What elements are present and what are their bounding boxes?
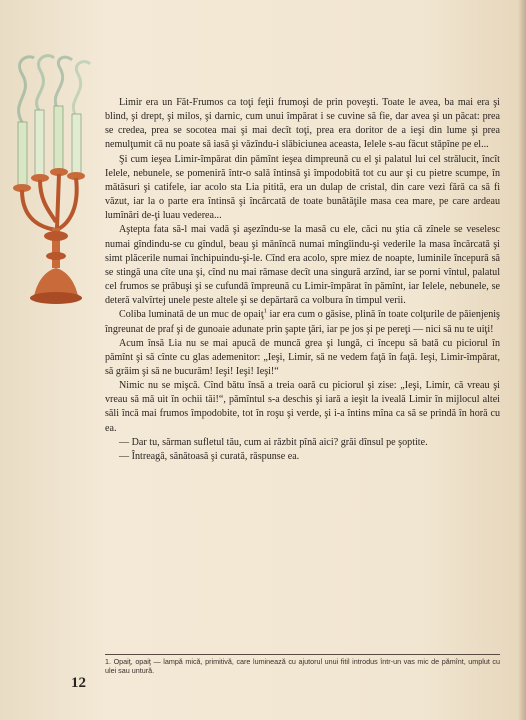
- footnote-divider: [105, 654, 500, 655]
- dialogue-line: — Întreagă, sănătoasă şi curată, răspunse ea.: [119, 450, 300, 462]
- paragraph-text: iar era cum o găsise, plină în toate colţurile de păienjeniş îngreunat de praf şi de gunoaie adunate prin şapte ţări, iar pe jos şi pe pereţi — nici să nu te uiţi!: [105, 309, 500, 335]
- candelabrum-illustration: [4, 52, 114, 312]
- paragraph: Şi cum ieşea Limir-împărat din pămînt ieşea dimpreună cu el şi palatul lui cel strălucit, încît Ielele, nebunele, se pomeniră într-o sală întinsă şi împodobită tot cu aur şi cu pietre scumpe, în mătăsuri şi catifele, iar acolo sta Lia pitită, era un dulap de cristal, din care vezi fără ca să fi văzut, iar la o parte era întinsă şi încărcată de toate bunătăţile masa cea mare, pe care ardeau lumînări de-ţi luau vederea...: [105, 153, 500, 222]
- footnote-marker: 1: [263, 307, 267, 315]
- paragraph-text: Coliba luminată de un muc de opaiţ: [119, 309, 264, 321]
- paragraph: Limir era un Făt-Frumos ca toţi feţii frumoşi de prin poveşti. Toate le avea, ba mai era şi blind, şi drept, şi milos, şi darnic, cum unui împărat i se cuvine să fie, dar avea şi un păcat: prea se credea, prea se socotea mai şi mai decît toţi, prea era doritor de a ieşi din lume şi prea nemulţumit că nu poate să iasă şi văzîndu-i slăbiciunea aceasta, Ielele s-au făcut stăpîne pe el...: [105, 97, 500, 151]
- page-fold-shadow: [518, 0, 526, 720]
- dialogue-line: — Dar tu, sărman sufletul tău, cum ai răzbit pînă aici? grăi dînsul pe şoptite.: [119, 436, 428, 448]
- paragraph: Aştepta fata să-l mai vadă şi aşezîndu-se la masă cu ele, căci nu ştia că zînele se veselesc numai gîndindu-se cu gîndul, beau şi mănîncă numai mîngîindu-şi vederile la masa încărcată şi simt plăcerile numai închipuindu-şi-le. Cînd era acolo, spre miez de noapte, luminile începură să se stingă una cîte una şi, cînd nu mai rămase decît una singură arzînd, iar se porni vîntul, palatul cel frumos se prăbuşi şi se cufundă împreună cu Limir-împărat în pămînt, iar Ielele, nebunele, se deteră valvîrtej unele peste altele şi se depărtară ca volbura în timpul verii.: [105, 224, 500, 307]
- footnote: 1. Opaiţ, opaiţ — lampă mică, primitivă, care luminează cu ajutorul unui fitil introdus într-un vas mic de pămînt, umplut cu ulei sau untură.: [105, 657, 500, 676]
- page-number: 12: [71, 675, 86, 691]
- paragraph: [105, 308, 500, 336]
- body-text: [105, 96, 500, 464]
- paragraph: Acum însă Lia nu se mai apucă de muncă grea şi lungă, ci începu să bată cu piciorul în pămînt şi să cînte cu glas ademenitor: „Ieşi, Limir, să ne vedem faţă în faţă. Ieşi, Limir-împărat, să grăim şi să ne bucurăm! Ieşi! Ieşi! Ieşi!“: [105, 337, 500, 377]
- paragraph: Nimic nu se mişcă. Cînd bătu însă a treia oară cu piciorul şi zise: „Ieşi, Limir, că vreau şi vreau să mă uit în ochii tăi!“, pămîntul s-a deschis şi iară a ieşit la iveală Limir în mijlocul altei săli încă mai frumos împodobite, tot în roşu şi verde, şi i-a întins mîna ca să se prindă în horă cu ea.: [105, 380, 500, 434]
